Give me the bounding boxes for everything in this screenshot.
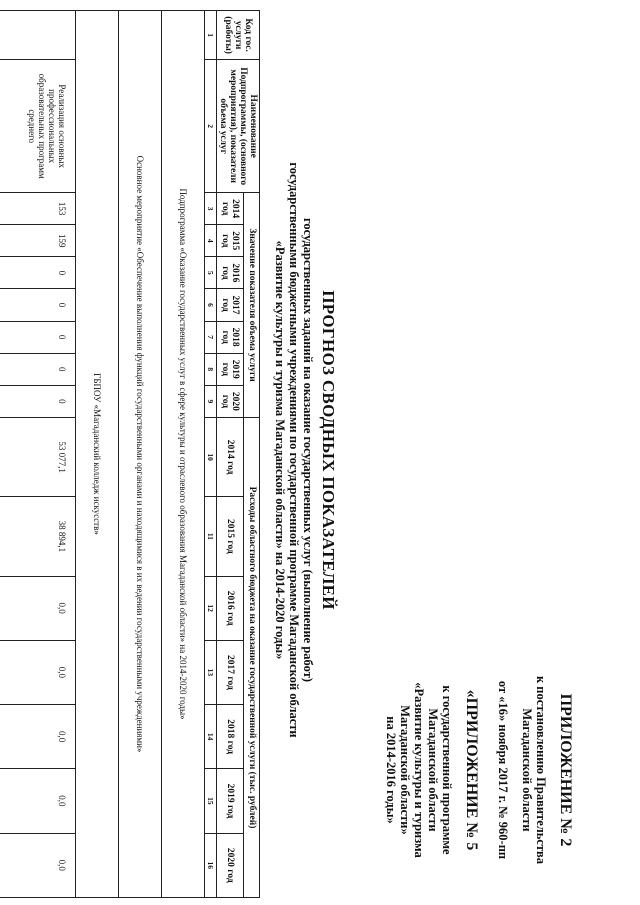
column-number: 12 [205,576,217,640]
column-number: 1 [205,11,217,60]
year-header: 2014 год [217,193,244,225]
appendix-line: к государственной программе [440,685,454,855]
year-header: 2016 год [217,257,244,289]
year-header: 2015 год [217,225,244,257]
column-number: 16 [205,833,217,897]
appendix-title: ПРИЛОЖЕНИЕ № 2 [557,693,574,847]
column-number-row [205,11,217,898]
institution-row [76,11,119,898]
year-header: 2018 год [217,705,244,769]
document-title: ПРОГНОЗ СВОДНЫХ ПОКАЗАТЕЛЕЙ [319,290,338,610]
year-header: 2017 год [217,289,244,321]
volume-value: 159 [0,225,76,257]
volume-value: 0 [0,385,76,417]
institution-title: ГБПОУ «Магаданский колледж искусств» [76,11,119,898]
header-expenses: Расходы областного бюджета на оказание государственной услуги (тыс. рублей) [244,417,260,897]
column-number: 9 [205,385,217,417]
expense-value: 38 894,1 [0,497,76,576]
appendix-line: Магаданской области [520,708,534,832]
appendix-line: на 2014-2016 годы» [384,716,398,824]
volume-value: 0 [0,257,76,289]
column-number: 14 [205,705,217,769]
column-number: 3 [205,193,217,225]
document-title-block [273,150,338,750]
year-header: 2015 год [217,497,244,576]
expense-value: 0,0 [0,640,76,704]
column-number: 4 [205,225,217,257]
column-number: 5 [205,257,217,289]
document-subtitle: государственными бюджетными учреждениями по государственной программе Магаданской области [287,162,301,738]
volume-value: 153 [0,193,76,225]
year-header: 2019 год [217,353,244,385]
appendix-header [384,650,580,890]
appendix-line: Магаданской области» [398,705,412,835]
volume-value: 0 [0,321,76,353]
year-header: 2020 год [217,385,244,417]
document-subtitle: государственных заданий на оказание государственных услуг (выполнение работ) [301,218,315,682]
appendix-date-line: от «16» ноября 2017 г. № 960-пп [496,680,510,860]
header-name: Наименование Подпрограммы, (основного мероприятия), показатели объема услуг [217,60,260,193]
column-number: 7 [205,321,217,353]
appendix-line: «Развитие культуры и туризма [412,682,426,858]
service-name: Реализация основных профессиональных образовательных программ среднего [0,60,76,193]
indicators-table [0,10,260,898]
column-number: 15 [205,769,217,833]
subprogram-title: Подпрограмма «Оказание государственных услуг в сфере культуры и отраслевого образования Магаданской области» на 2014-2020 годы» [162,11,205,898]
service-code [0,11,76,60]
year-header: 2020 год [217,833,244,897]
volume-value: 0 [0,353,76,385]
column-number: 2 [205,60,217,193]
expense-value: 0,0 [0,705,76,769]
appendix-line: Магаданской области [426,708,440,832]
column-number: 13 [205,640,217,704]
column-number: 11 [205,497,217,576]
subprogram-row [162,11,205,898]
appendix-line: к постановлению Правительства [534,675,548,865]
document-subtitle: «Развитие культуры и туризма Магаданской области» на 2014-2020 годы» [273,240,287,660]
expense-value: 0,0 [0,769,76,833]
year-header: 2016 год [217,576,244,640]
expense-value: 0,0 [0,576,76,640]
expense-value: 53 077,1 [0,417,76,496]
volume-value: 0 [0,289,76,321]
table-row [0,11,76,898]
column-number: 10 [205,417,217,496]
year-header: 2019 год [217,769,244,833]
main-event-row [119,11,162,898]
main-event-title: Основное мероприятие «Обеспечение выполнения функций государственными органами и находящимися в их ведении государственными учреждениями» [119,11,162,898]
header-code: Код гос. услуги (работы) [217,11,260,60]
expense-value: 0,0 [0,833,76,897]
year-header: 2014 год [217,417,244,496]
appendix-subtitle: «ПРИЛОЖЕНИЕ № 5 [463,689,480,851]
header-volume: Значение показателя объема услуги [244,193,260,418]
year-header: 2018 год [217,321,244,353]
year-header: 2017 год [217,640,244,704]
column-number: 6 [205,289,217,321]
column-number: 8 [205,353,217,385]
